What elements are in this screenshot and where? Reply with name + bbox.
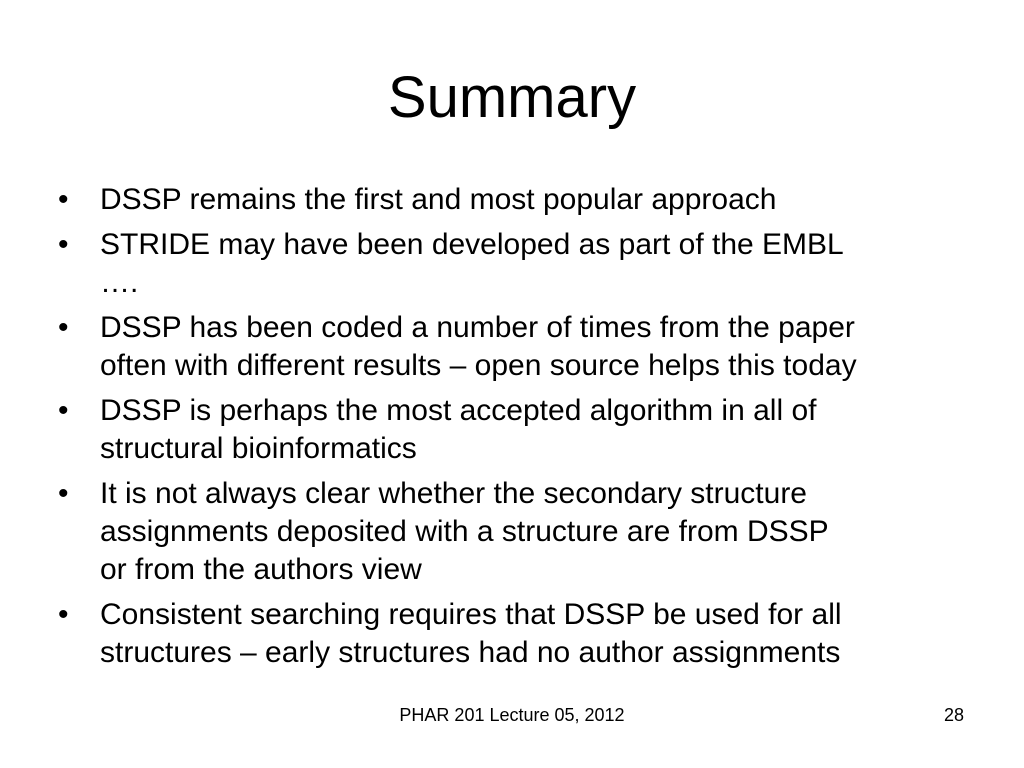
bullet-item: [54, 392, 984, 468]
bullet-text-line: DSSP is perhaps the most accepted algorithm in all of: [100, 394, 817, 427]
bullet-item: [54, 596, 984, 672]
bullet-icon: •: [58, 311, 69, 344]
bullet-text-line: assignments deposited with a structure are from DSSP: [100, 515, 829, 548]
bullet-item: [54, 475, 984, 589]
bullet-text-line: DSSP remains the first and most popular approach: [100, 183, 777, 216]
bullet-text-line: structures – early structures had no author assignments: [100, 636, 841, 669]
bullet-item: [54, 181, 984, 219]
slide-title: Summary: [387, 65, 637, 130]
bullet-text-line: structural bioinformatics: [100, 432, 417, 465]
bullet-icon: •: [58, 394, 69, 427]
bullet-text-line: Consistent searching requires that DSSP be used for all: [100, 598, 842, 631]
bullet-icon: •: [58, 228, 69, 261]
bullet-item: [54, 309, 984, 385]
bullet-text-line: DSSP has been coded a number of times from the paper: [100, 311, 855, 344]
bullet-text-line: or from the authors view: [100, 553, 422, 586]
bullet-text-line: often with different results – open source helps this today: [100, 349, 857, 382]
bullet-item: [54, 226, 984, 302]
bullet-text-line: ….: [100, 266, 139, 299]
bullet-text-line: It is not always clear whether the secondary structure: [100, 477, 807, 510]
bullet-icon: •: [58, 477, 69, 510]
page-number: 28: [943, 705, 964, 725]
slide-footer: PHAR 201 Lecture 05, 2012: [399, 705, 625, 725]
bullet-icon: •: [58, 183, 69, 216]
bullet-text-line: STRIDE may have been developed as part of the EMBL: [100, 228, 844, 261]
bullet-icon: •: [58, 598, 69, 631]
bullet-list: [54, 181, 984, 679]
